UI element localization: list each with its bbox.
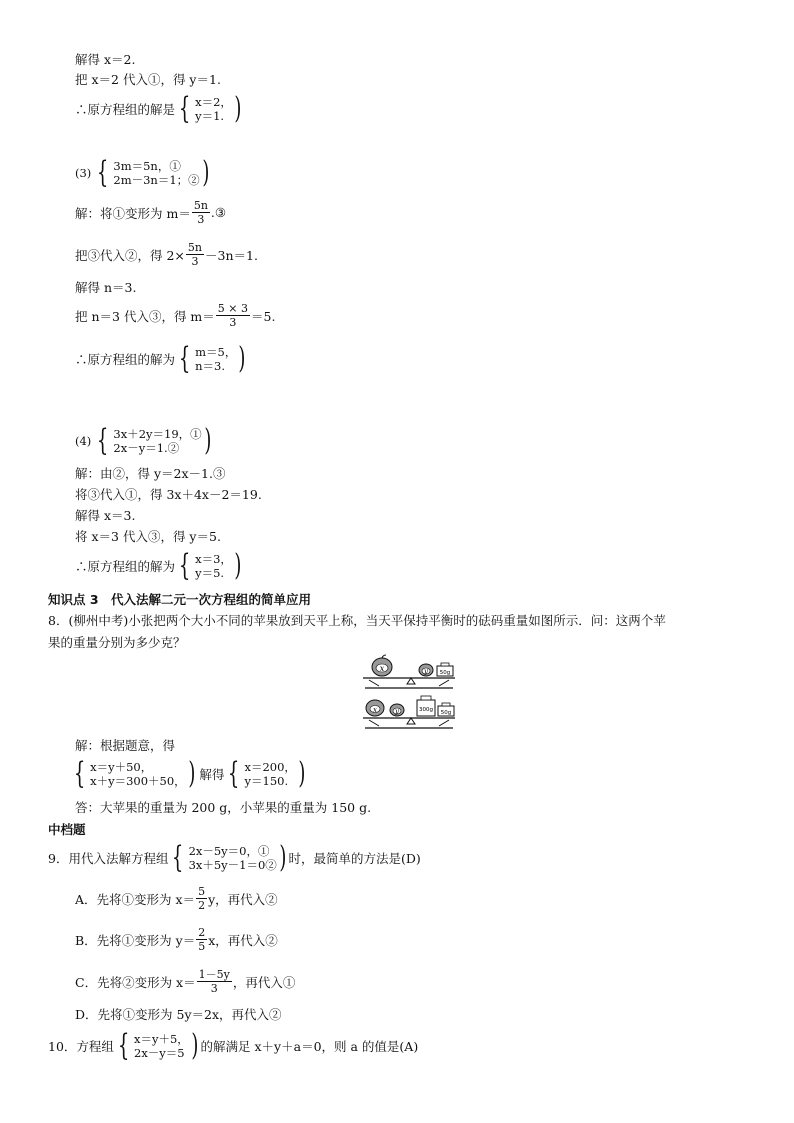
left-brace-icon: { — [178, 548, 191, 583]
svg-text:50g: 50g — [439, 670, 451, 676]
step-substitute: 把 x＝2 代入①，得 y＝1. — [75, 72, 221, 87]
step-3: 解得 x＝3. — [75, 508, 136, 523]
right-paren-icon: ) — [191, 1028, 199, 1063]
step-4: 将 x＝3 代入③，得 y＝5. — [75, 529, 221, 544]
step-1: 解：由②，得 y＝2x－1.③ — [75, 466, 226, 481]
right-paren-icon: ) — [202, 155, 210, 190]
solution-4: ∴原方程组的解为 { x＝3， y＝5. ) — [75, 548, 242, 583]
step-solve-n: 解得 n＝3. — [75, 280, 137, 295]
fraction: $\frac{5n}{3}$ — [187, 241, 202, 268]
q8-system-and-solution: { x＝y＋50， x＋y＝300＋50， ) 解得 { x＝200， y＝150. ) — [73, 756, 306, 791]
question-8-text: 8．(柳州中考)小张把两个大小不同的苹果放到天平上称，当天平保持平衡时的砝码重量如图所示．问：这两个苹 — [48, 613, 666, 628]
question-10: 10．方程组 { x＝y＋5， 2x－y＝5 ) 的解满足 x＋y＋a＝0，则 a 的值是(A) — [48, 1028, 419, 1063]
svg-text:x: x — [373, 706, 377, 714]
option-b[interactable]: B．先将①变形为 y＝ $\frac{2}{5}$ x，再代入② — [75, 926, 278, 953]
option-c[interactable]: C．先将②变形为 x＝ $\frac{1-5y}{3}$ ，再代入① — [75, 968, 296, 995]
svg-text:y: y — [424, 667, 428, 676]
right-paren-icon: ) — [188, 756, 196, 791]
right-paren-icon: ) — [298, 756, 306, 791]
balance-top — [363, 655, 455, 688]
section-title: 中档题 — [48, 822, 86, 837]
step-2: 将③代入①，得 3x＋4x－2＝19. — [75, 487, 262, 502]
solution-rows: x＝2， y＝1. — [195, 95, 232, 123]
fraction: $\frac{5}{2}$ — [198, 885, 206, 912]
problem-3-system: (3) { 3m＝5n，① 2m－3n＝1；② ) — [75, 155, 210, 190]
left-brace-icon: { — [228, 756, 240, 791]
left-brace-icon: { — [117, 1028, 130, 1063]
solution-prefix: ∴原方程组的解是 — [75, 102, 176, 117]
left-brace-icon: { — [97, 423, 109, 458]
solution-3: ∴原方程组的解为 { m＝5， n＝3. ) — [75, 341, 246, 376]
step-back-substitute: 把 n＝3 代入③，得 m＝ $\frac{5 \times 3}{3}$ ＝5. — [75, 302, 276, 329]
left-brace-icon: { — [73, 756, 86, 791]
balance-scale-figure — [355, 654, 465, 734]
answer-text: 答：大苹果的重量为 200 g，小苹果的重量为 150 g. — [75, 800, 372, 815]
fraction: $\frac{2}{5}$ — [198, 926, 206, 953]
left-brace-icon: { — [97, 155, 109, 190]
left-brace-icon: { — [178, 341, 191, 376]
right-paren-icon: ) — [279, 840, 287, 875]
fraction: $\frac{5n}{3}$ — [193, 199, 208, 226]
svg-text:x: x — [379, 664, 385, 673]
right-paren-icon: ) — [238, 341, 246, 376]
problem-4-system: (4) { 3x＋2y＝19，① 2x－y＝1.② ) — [75, 423, 212, 458]
right-paren-icon: ) — [203, 423, 212, 458]
left-brace-icon: { — [178, 91, 191, 126]
svg-text:50g: 50g — [440, 710, 452, 716]
option-a[interactable]: A．先将①变形为 x＝ $\frac{5}{2}$ y，再代入② — [75, 885, 278, 912]
step-transform: 解：将①变形为 m＝ $\frac{5n}{3}$ .③ — [75, 199, 227, 226]
question-9: 9．用代入法解方程组 { 2x－5y＝0，① 3x＋5y－1＝0② ) 时，最简单的方法是(D) — [48, 840, 421, 875]
balance-bottom — [363, 696, 455, 728]
svg-text:300g: 300g — [419, 707, 433, 713]
right-paren-icon: ) — [234, 548, 242, 583]
fraction: $\frac{1-5y}{3}$ — [198, 968, 230, 995]
left-brace-icon: { — [172, 840, 184, 875]
solution-2 — [75, 91, 244, 126]
answer-intro: 解：根据题意，得 — [75, 738, 176, 753]
fraction: $\frac{5 \times 3}{3}$ — [217, 302, 248, 329]
question-8-text-cont: 果的重量分别为多少克？ — [48, 635, 186, 650]
right-paren-icon: ) — [234, 91, 242, 126]
section-title: 知识点 3 代入法解二元一次方程组的简单应用 — [48, 592, 312, 607]
step-substitute: 把③代入②，得 2× $\frac{5n}{3}$ －3n＝1. — [75, 241, 258, 268]
option-d[interactable]: D．先将①变形为 5y＝2x，再代入② — [75, 1007, 282, 1022]
problem-label: (3) — [75, 166, 92, 180]
step-solve-x: 解得 x＝2. — [75, 52, 136, 67]
svg-text:y: y — [395, 707, 399, 716]
